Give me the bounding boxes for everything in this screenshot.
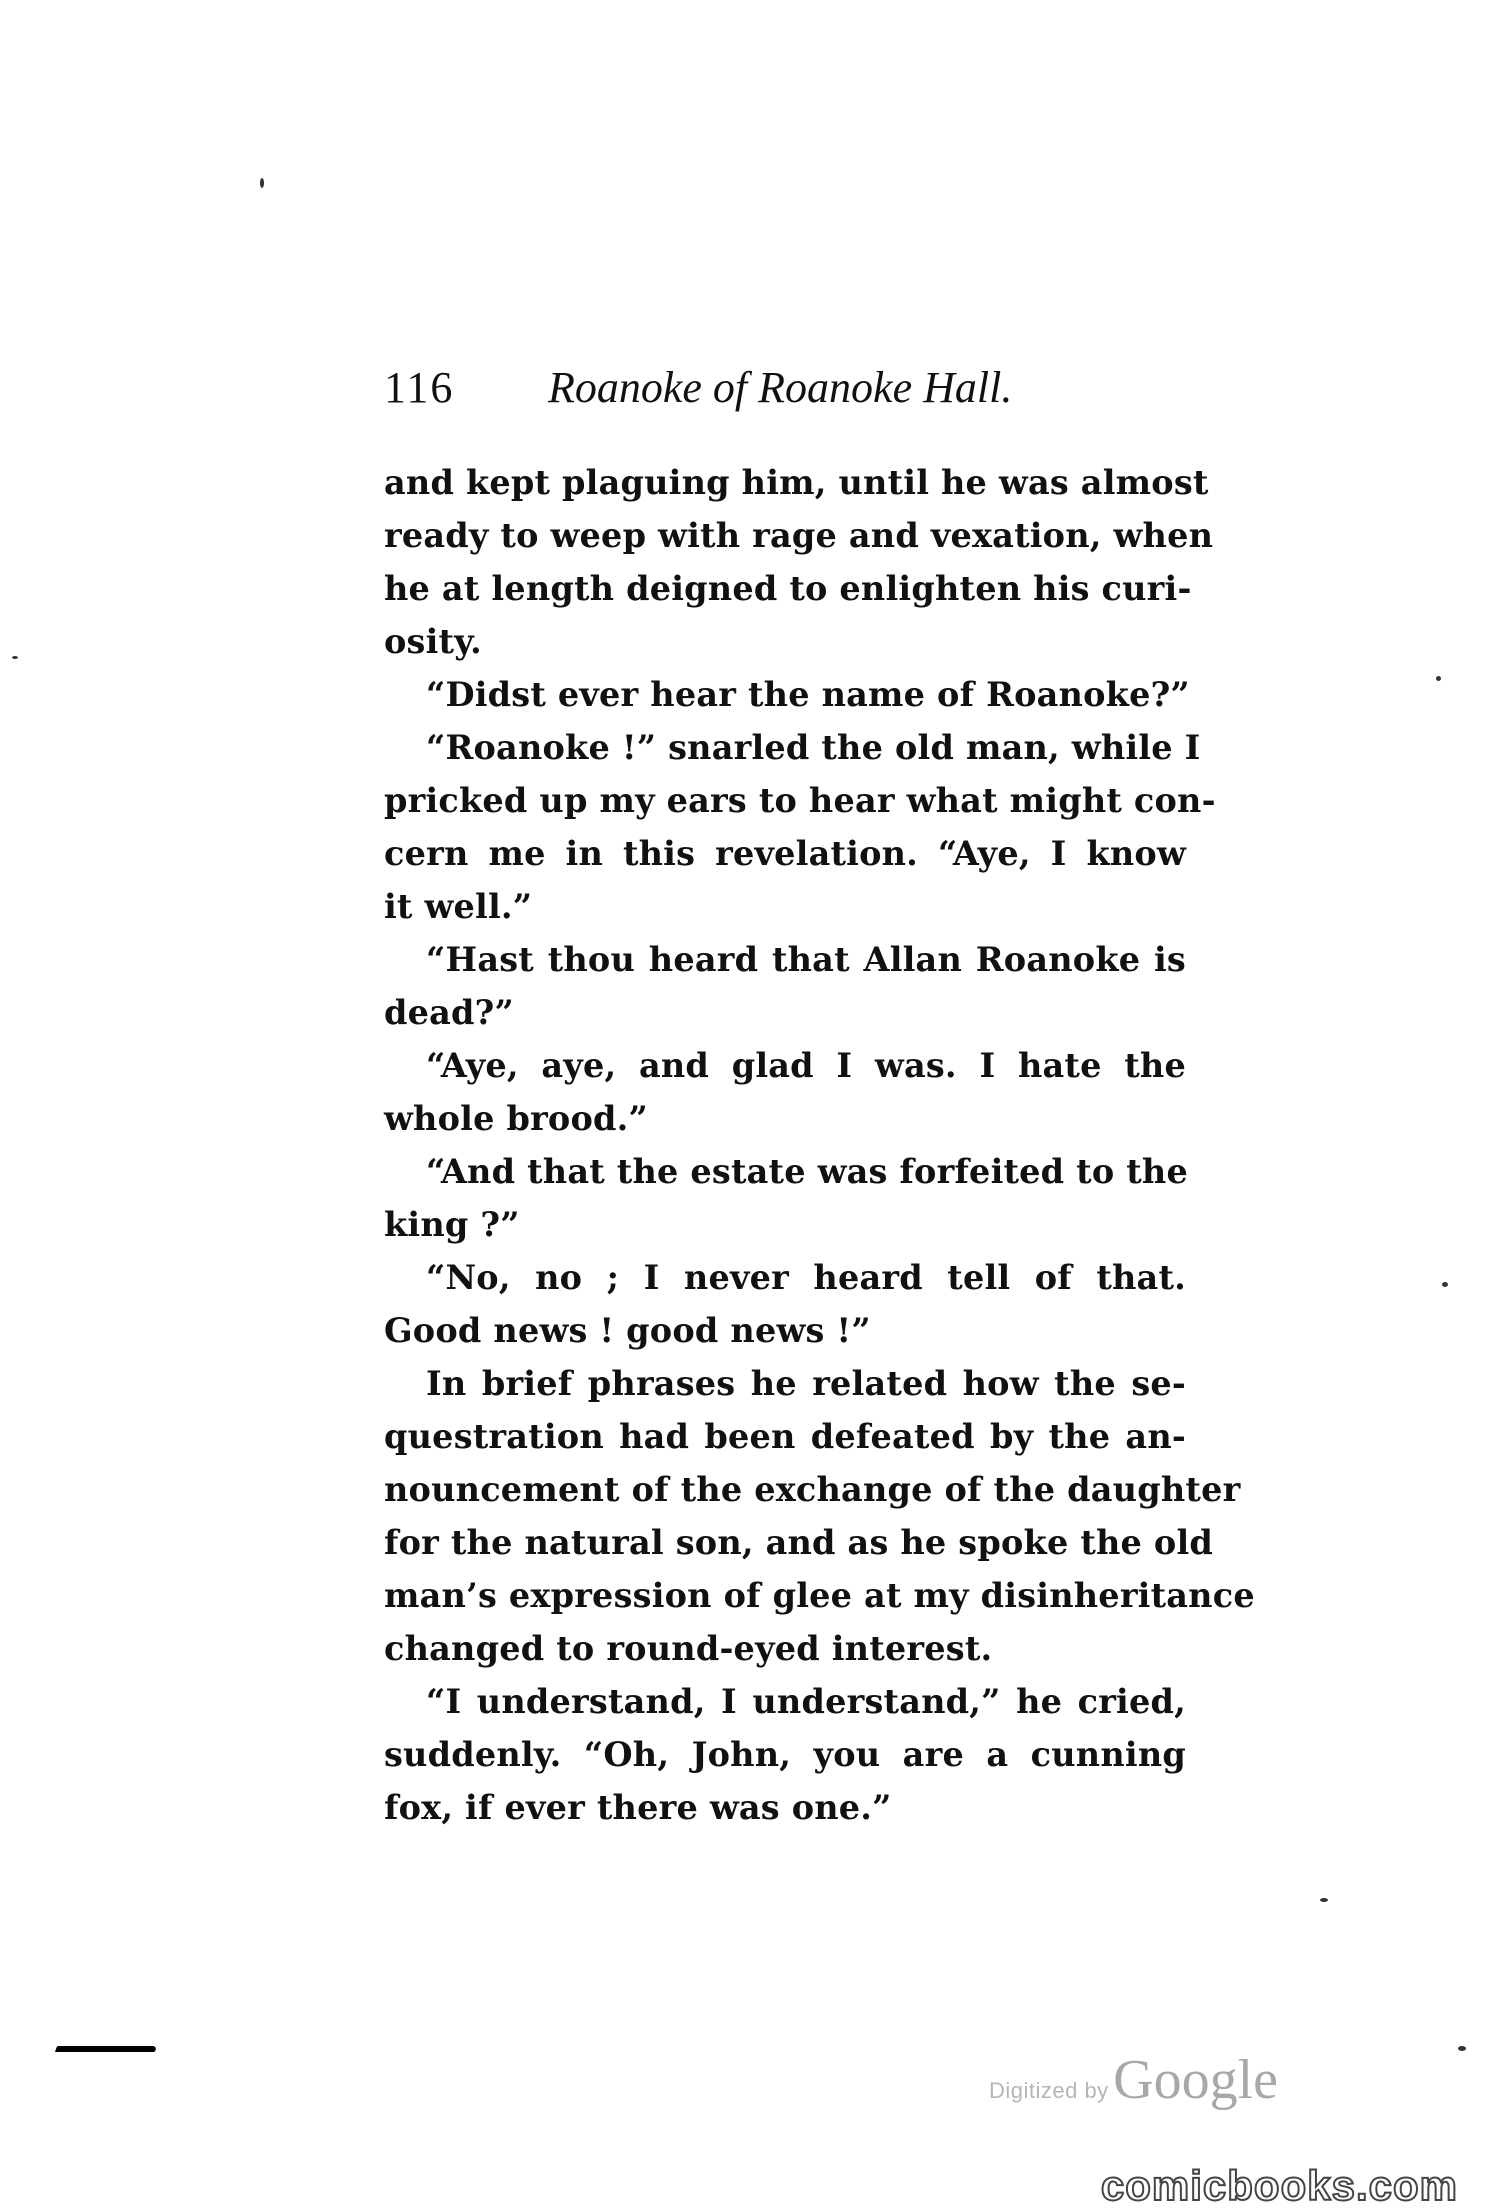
scan-speck: [1458, 2046, 1466, 2051]
text-line: In brief phrases he related how the se-: [426, 1364, 1186, 1403]
scan-speck: [1320, 1898, 1328, 1902]
text-line: he at length deigned to enlighten his curi-: [384, 569, 1192, 608]
running-title: Roanoke of Roanoke Hall.: [548, 363, 1013, 412]
text-line: “Roanoke !” snarled the old man, while I: [426, 728, 1201, 767]
text-line: “And that the estate was forfeited to the: [426, 1152, 1188, 1191]
text-line: changed to round-eyed interest.: [384, 1629, 993, 1668]
text-line: “Aye, aye, and glad I was. I hate the: [426, 1046, 1186, 1085]
page-number: 116: [384, 363, 455, 412]
ink-smudge: [55, 2046, 157, 2052]
text-line: for the natural son, and as he spoke the old: [384, 1523, 1214, 1562]
watermark-prefix: Digitized by: [988, 2078, 1109, 2103]
text-line: dead?”: [384, 993, 514, 1032]
running-header: [384, 362, 1184, 422]
body-text: [384, 456, 1255, 1834]
scan-speck: [12, 656, 18, 659]
text-line: man’s expression of glee at my disinheritance: [384, 1576, 1255, 1615]
text-line: king ?”: [384, 1205, 520, 1244]
text-line: questration had been defeated by the an-: [384, 1417, 1186, 1456]
text-line: “Didst ever hear the name of Roanoke?”: [426, 675, 1190, 714]
text-line: pricked up my ears to hear what might con-: [384, 781, 1216, 820]
text-line: and kept plaguing him, until he was almost: [384, 463, 1209, 502]
text-line: osity.: [384, 622, 482, 661]
scan-speck: [1442, 1282, 1448, 1287]
text-line: ready to weep with rage and vexation, when: [384, 516, 1214, 555]
text-line: whole brood.”: [384, 1099, 648, 1138]
scan-speck: [1436, 676, 1441, 681]
text-line: Good news ! good news !”: [384, 1311, 871, 1350]
site-watermark: comicbooks.com: [1100, 2162, 1458, 2209]
text-line: nouncement of the exchange of the daughter: [384, 1470, 1241, 1509]
text-line: suddenly. “Oh, John, you are a cunning: [384, 1735, 1186, 1774]
digitized-watermark: [989, 2048, 1278, 2112]
text-line: fox, if ever there was one.”: [384, 1788, 892, 1827]
watermark-brand-logo: Google: [1113, 2049, 1278, 2111]
text-line: it well.”: [384, 887, 533, 926]
text-line: cern me in this revelation. “Aye, I know: [384, 834, 1186, 873]
text-line: “No, no ; I never heard tell of that.: [426, 1258, 1186, 1297]
scan-speck: [260, 178, 264, 188]
text-line: “I understand, I understand,” he cried,: [426, 1682, 1186, 1721]
text-line: “Hast thou heard that Allan Roanoke is: [426, 940, 1186, 979]
